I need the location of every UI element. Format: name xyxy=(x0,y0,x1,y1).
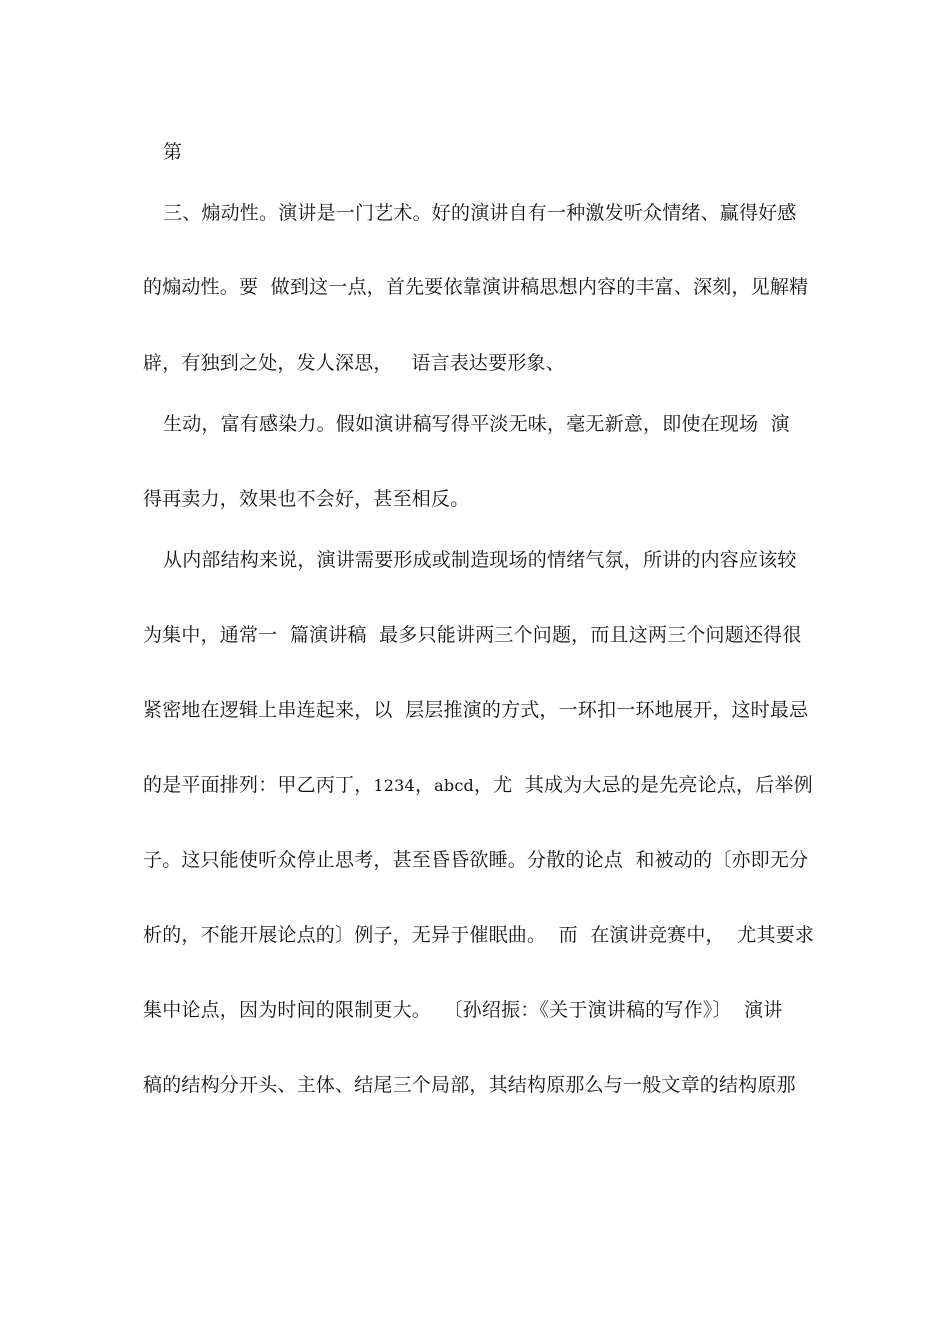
text-line-10 xyxy=(143,773,813,798)
text-line-11 xyxy=(143,848,808,872)
text-line-14 xyxy=(143,1073,796,1097)
line-text-e: ，尤 其成为大忌的是先亮论点，后举例 xyxy=(473,774,813,796)
text-line-6 xyxy=(143,487,469,511)
line-text: 析的，不能开展论点的〕例子，无异于催眠曲。 而 在演讲竞赛中， 尤其要求 xyxy=(143,924,815,946)
line-text-letters: abcd xyxy=(434,776,474,795)
text-line-12 xyxy=(143,923,814,947)
line-text-numbers: 1234 xyxy=(373,776,415,795)
line-text: 集中论点，因为时间的限制更大。 〔孙绍振：《关于演讲稿的写作》〕 演讲 xyxy=(143,999,783,1021)
line-text: 辟，有独到之处，发人深思， 语言表达要形象、 xyxy=(143,352,565,374)
text-line-13 xyxy=(143,998,783,1022)
line-text-a: 的是平面排列：甲乙丙丁， xyxy=(143,774,374,796)
text-line-4 xyxy=(143,351,565,375)
text-line-1 xyxy=(163,140,182,164)
text-line-3 xyxy=(143,275,808,299)
line-text: 子。这只能使听众停止思考，甚至昏昏欲睡。分散的论点 和被动的〔亦即无分 xyxy=(143,849,809,871)
line-text: 的煽动性。要 做到这一点，首先要依靠演讲稿思想内容的丰富、深刻，见解精 xyxy=(143,276,809,298)
line-text: 紧密地在逻辑上串连起来，以 层层推演的方式，一环扣一环地展开，这时最忌 xyxy=(143,699,809,721)
text-line-7 xyxy=(163,548,797,572)
line-text: 为集中，通常一 篇演讲稿 最多只能讲两三个问题，而且这两三个问题还得很 xyxy=(143,624,802,646)
line-text: 生动，富有感染力。假如演讲稿写得平淡无味，毫无新意，即使在现场 演 xyxy=(163,413,790,435)
text-line-8 xyxy=(143,623,802,647)
line-text: 三、煽动性。演讲是一门艺术。好的演讲自有一种激发听众情绪、赢得好感 xyxy=(163,202,797,224)
line-text-c: ， xyxy=(414,774,435,796)
line-text: 得再卖力，效果也不会好，甚至相反。 xyxy=(143,488,470,510)
text-line-5 xyxy=(163,412,790,436)
line-text: 稿的结构分开头、主体、结尾三个局部，其结构原那么与一般文章的结构原那 xyxy=(143,1074,796,1096)
line-text: 从内部结构来说，演讲需要形成或制造现场的情绪气氛，所讲的内容应该较 xyxy=(163,549,797,571)
text-line-9 xyxy=(143,698,808,722)
text-line-2 xyxy=(163,201,797,225)
line-text: 第 xyxy=(163,141,183,163)
